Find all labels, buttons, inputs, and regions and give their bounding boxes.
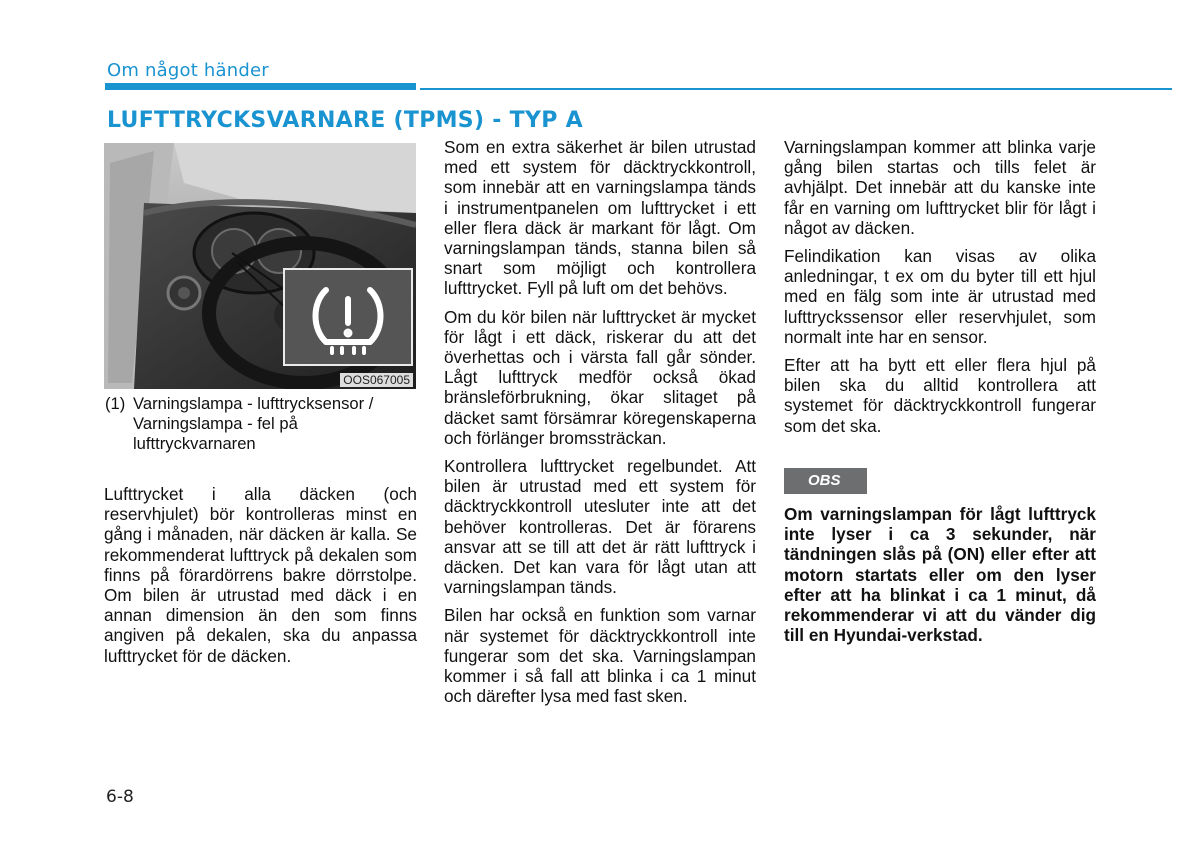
paragraph: Efter att ha bytt ett eller flera hjul på bilen ska du alltid kontrollera att systemet för däcktryckkontroll fungerar som det ska.: [784, 355, 1096, 436]
section-label: Om något händer: [107, 60, 269, 81]
page-title: LUFTTRYCKSVARNARE (TPMS) - TYP A: [107, 108, 583, 133]
paragraph: Felindikation kan visas av olika anledningar, t ex om du byter till ett hjul med en fälg som inte är utrustad med lufttryckssensor eller reservhjulet, som normalt inte har en sensor.: [784, 246, 1096, 347]
paragraph: Varningslampan kommer att blinka varje gång bilen startas och tills felet är avhjälpt. Det innebär att du kanske inte får en varning om lufttrycket blir för lågt i något av däcken.: [784, 137, 1096, 238]
column-2: [444, 137, 756, 714]
column-3: [784, 137, 1096, 653]
note-text: Om varningslampan för lågt lufttryck inte lyser i ca 3 sekunder, när tändningen slås på (ON) eller efter att motorn startats eller om den lyser efter att ha blinkat i ca 1 minut, då rekommenderar vi att du vänder dig till en Hyundai-verkstad.: [784, 504, 1096, 646]
column-1: [104, 484, 417, 674]
caption-number: (1): [105, 394, 126, 413]
caption-text: Varningslampa - lufttrycksensor / Varningslampa - fel på lufttryckvarnaren: [133, 394, 374, 453]
paragraph: Bilen har också en funktion som varnar när systemet för däcktryckkontroll inte fungerar som det ska. Varningslampan kommer i så fall att blinka i ca 1 minut och därefter lysa med fast sken.: [444, 605, 756, 707]
header-bar: [105, 83, 416, 90]
paragraph: Kontrollera lufttrycket regelbundet. Att bilen är utrustad med ett system för däcktryckkontroll utesluter inte att det behöver kontrolleras. Det är förarens ansvar att se till att det är rätt lufttryck i däcken. Det kan vara för lågt utan att varningslampan tänds.: [444, 456, 756, 598]
figure-caption: [105, 394, 417, 454]
paragraph: Om du kör bilen när lufttrycket är mycket för lågt i ett däck, riskerar du att det överhettas och i värsta fall går sönder. Lågt lufttryck medför också ökad bränsleförbrukning, ökar slitaget på däcket samt försämrar köregenskaperna och förlänger bromssträckan.: [444, 306, 756, 448]
image-code: OOS067005: [340, 373, 413, 387]
paragraph: Lufttrycket i alla däcken (och reservhjulet) bör kontrolleras minst en gång i månaden, när däcken är kalla. Se rekommenderat lufttryck på dekalen som finns på förardörrens bakre dörrstolpe. Om bilen är utrustad med däck i en annan dimension än den som finns angiven på dekalen, ska du anpassa lufttrycket för de däcken.: [104, 484, 417, 666]
header-rule: [420, 88, 1172, 90]
page-number: 6-8: [106, 787, 134, 807]
note-label: OBS: [784, 468, 867, 494]
paragraph: Som en extra säkerhet är bilen utrustad med ett system för däcktryckkontroll, som innebär att en varningslampa tänds i instrumentpanelen om lufttrycket i ett eller flera däck är markant för lågt. Om varningslampan tänds, stanna bilen så snart som möjligt och kontrollera lufttrycket. Fyll på luft om det behövs.: [444, 137, 756, 299]
dashboard-photo: [104, 143, 416, 389]
